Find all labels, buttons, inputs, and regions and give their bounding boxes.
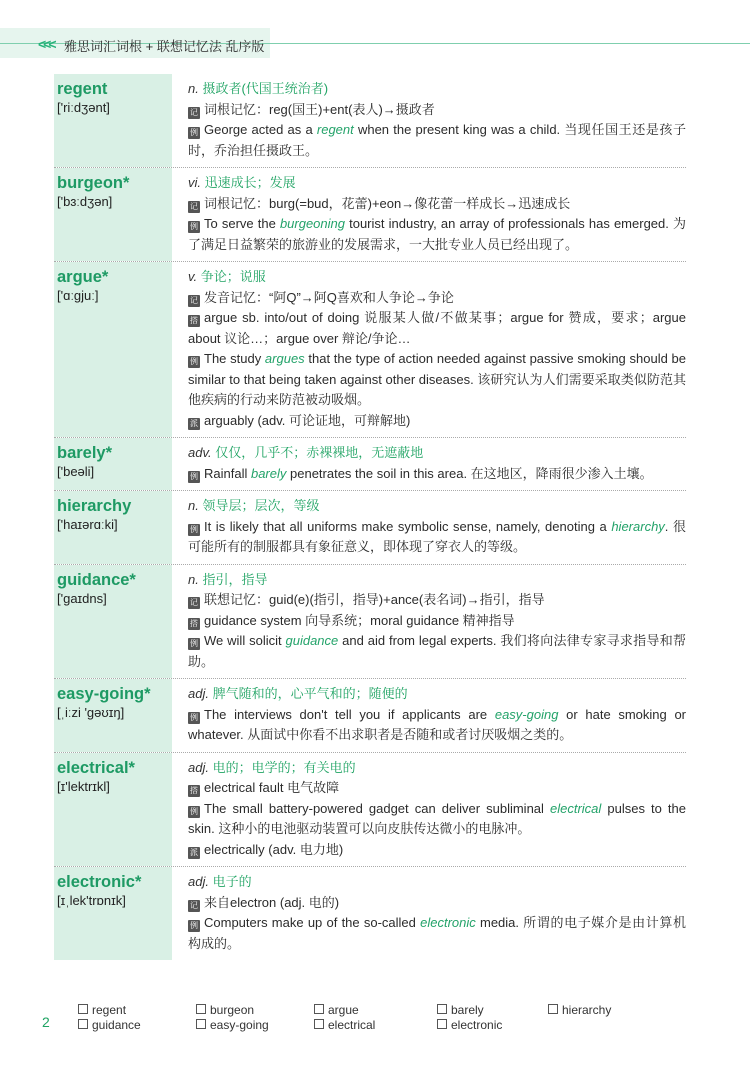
example-tag-icon: 例 <box>190 639 198 648</box>
definition: 领导层；层次，等级 <box>202 498 320 513</box>
memory-tag-icon: 记 <box>190 107 198 117</box>
memory-text: 来自electron (adj. 电的) <box>204 894 340 910</box>
definition: 争论；说服 <box>200 269 266 284</box>
definition: 指引，指导 <box>202 571 268 587</box>
headword: hierarchy <box>57 497 132 515</box>
example-highlight: guidance <box>285 633 339 648</box>
phonetic: [ˌiːzi 'gəʊɪŋ] <box>57 705 125 720</box>
entry-regent <box>54 74 686 168</box>
part-of-speech: v. <box>188 269 198 284</box>
headword-panel <box>54 867 174 960</box>
review-checkbox[interactable] <box>437 1003 484 1017</box>
memory-tag-icon: 记 <box>190 201 198 211</box>
example-tag-icon: 例 <box>190 806 198 816</box>
example-pre: The small battery-powered gadget can deliver subliminal <box>204 800 550 816</box>
headword-panel <box>54 438 174 490</box>
definition-line <box>188 684 686 705</box>
review-word: regent <box>92 1003 127 1017</box>
definition-line <box>188 173 686 194</box>
definition-line <box>188 570 686 591</box>
collocation-text: guidance system 向导系统；moral guidance 精神指导 <box>204 612 515 628</box>
headword: easy-going* <box>57 685 151 703</box>
definition-panel <box>174 491 686 564</box>
entry-electrical <box>54 753 686 868</box>
review-word: electrical <box>328 1018 376 1032</box>
derivative-tag-icon: 派 <box>190 847 198 857</box>
headword-panel <box>54 679 174 752</box>
definition: 迅速成长；发展 <box>204 175 296 190</box>
example-highlight: electronic <box>420 915 476 930</box>
example-post: media. 所谓的电子媒介是由计算机构成的。 <box>188 915 686 951</box>
example-highlight: regent <box>316 122 354 137</box>
review-checklist <box>78 1003 678 1035</box>
collocation-line <box>188 308 686 349</box>
derivative-text: arguably (adv. 可论证地，可辩解地) <box>204 412 411 428</box>
headword: argue* <box>57 268 109 286</box>
collocation-text: argue sb. into/out of doing 说服某人做/不做某事；argue for 赞成，要求；argue about 议论…；argue over 辩论/争论… <box>188 310 686 346</box>
review-checkbox[interactable] <box>548 1003 611 1017</box>
phonetic: ['riːdʒənt] <box>57 100 110 115</box>
memory-tag-icon: 记 <box>190 295 198 305</box>
part-of-speech: n. <box>188 498 199 513</box>
headword-panel <box>54 753 174 867</box>
memory-line <box>188 194 686 215</box>
memory-text: 词根记忆：burg(=bud，花蕾)+eon→像花蕾一样成长→迅速成长 <box>204 195 571 211</box>
part-of-speech: vi. <box>188 175 201 190</box>
example-tag-icon: 例 <box>190 471 198 481</box>
review-word: argue <box>328 1003 359 1017</box>
example-post: and aid from legal experts. 我们将向法律专家寻求指导和帮助。 <box>188 633 686 669</box>
checkbox-icon[interactable] <box>314 1019 324 1029</box>
definition-panel <box>174 679 686 752</box>
definition-line <box>188 443 686 464</box>
definition-line <box>188 496 686 517</box>
checkbox-icon[interactable] <box>437 1004 447 1014</box>
headword: regent <box>57 80 108 98</box>
example-pre: Rainfall <box>204 465 251 481</box>
example-line <box>188 464 686 485</box>
headword: barely* <box>57 444 113 462</box>
example-highlight: hierarchy <box>611 518 665 534</box>
headword: electronic* <box>57 873 142 891</box>
memory-line <box>188 590 686 611</box>
definition-line <box>188 758 686 779</box>
example-post: or hate smoking or whatever. 从面试中你看不出求职者是否随和或者讨厌吸烟之类的。 <box>188 706 687 742</box>
checkbox-icon[interactable] <box>196 1019 206 1029</box>
checkbox-icon[interactable] <box>78 1004 88 1014</box>
example-line <box>188 214 686 255</box>
memory-text: 联想记忆：guid(e)(指引，指导)+ance(表名词)→指引，指导 <box>204 592 545 607</box>
entry-barely <box>54 438 686 491</box>
collocation-line <box>188 611 686 632</box>
example-post: penetrates the soil in this area. 在这地区，降雨很少渗入土壤。 <box>286 465 653 481</box>
definition-line <box>188 267 686 288</box>
definition-panel <box>174 168 686 261</box>
definition-line <box>188 79 686 100</box>
example-tag-icon: 例 <box>190 128 198 137</box>
example-post: tourist industry, an array of professionals has emerged. 为了满足日益繁荣的旅游业的发展需求，一大批专业人员已经出现了。 <box>188 216 686 252</box>
phonetic: ['beəli] <box>57 464 95 479</box>
phonetic: [ɪ'lektrɪkl] <box>57 778 110 794</box>
review-checkbox[interactable] <box>196 1003 254 1017</box>
derivative-line <box>188 840 686 861</box>
page-number: 2 <box>42 1014 50 1030</box>
review-checkbox[interactable] <box>314 1003 359 1017</box>
collocation-tag-icon: 搭 <box>190 316 198 325</box>
phonetic: ['bɜːdʒən] <box>57 194 113 209</box>
example-line <box>188 705 686 746</box>
memory-tag-icon: 记 <box>190 900 198 910</box>
review-word: burgeon <box>210 1003 255 1017</box>
checkbox-icon[interactable] <box>437 1019 447 1029</box>
example-line <box>188 349 686 411</box>
part-of-speech: adv. <box>188 445 212 460</box>
example-pre: George acted as a <box>204 122 317 137</box>
checkbox-icon[interactable] <box>548 1004 558 1014</box>
memory-text: 发音记忆：“阿Q”→阿Q喜欢和人争论→争论 <box>204 289 454 305</box>
collocation-text: electrical fault 电气故障 <box>204 780 340 795</box>
definition-panel <box>174 438 686 490</box>
example-tag-icon: 例 <box>190 222 198 231</box>
headword: electrical* <box>57 758 135 777</box>
definition-line <box>188 872 686 893</box>
part-of-speech: adj. <box>188 874 209 889</box>
book-title: 雅思词汇词根 + 联想记忆法 乱序版 <box>64 39 265 54</box>
example-line <box>188 517 686 558</box>
entry-easy-going <box>54 679 686 753</box>
phonetic: ['gaɪdns] <box>57 590 107 606</box>
example-post: that the type of action needed against passive smoking should be similar to that being taken against other diseases. 该研究认为人们需要采取类似防范其他疾病的行动来防范被动吸烟。 <box>188 351 686 407</box>
review-checkbox[interactable] <box>78 1003 126 1017</box>
definition-panel <box>174 565 686 679</box>
example-highlight: easy-going <box>494 706 559 722</box>
example-pre: The interviews don't tell you if applicants are <box>204 706 495 722</box>
collocation-line <box>188 778 686 799</box>
review-word: barely <box>451 1003 484 1017</box>
review-word: electronic <box>451 1018 503 1032</box>
derivative-tag-icon: 派 <box>190 418 198 428</box>
definition-panel <box>174 867 686 960</box>
definition: 脾气随和的，心平气和的；随便的 <box>212 686 408 701</box>
example-pre: We will solicit <box>204 633 286 648</box>
example-pre: It is likely that all uniforms make symbolic sense, namely, denoting a <box>204 518 612 534</box>
review-word: hierarchy <box>562 1003 612 1017</box>
definition: 仅仅，几乎不；赤裸裸地，无遮蔽地 <box>215 445 424 460</box>
phonetic: ['ɑːgjuː] <box>57 288 99 303</box>
memory-line <box>188 100 686 121</box>
part-of-speech: n. <box>188 81 199 96</box>
entry-argue <box>54 262 686 438</box>
example-pre: Computers make up of the so-called <box>204 915 421 930</box>
example-highlight: burgeoning <box>279 216 345 231</box>
example-line <box>188 120 686 161</box>
example-tag-icon: 例 <box>190 357 198 366</box>
part-of-speech: n. <box>188 571 199 587</box>
example-post: pulses to the skin. 这种小的电池驱动装置可以向皮肤传达微小的电脉冲。 <box>188 800 687 836</box>
example-tag-icon: 例 <box>190 712 198 722</box>
memory-tag-icon: 记 <box>190 598 198 607</box>
headword-panel <box>54 262 174 437</box>
memory-line <box>188 288 686 309</box>
definition-panel <box>174 262 686 437</box>
memory-line <box>188 893 686 914</box>
example-pre: To serve the <box>204 216 280 231</box>
example-highlight: argues <box>264 351 305 366</box>
example-line <box>188 913 686 954</box>
example-tag-icon: 例 <box>190 921 198 930</box>
collocation-tag-icon: 搭 <box>190 786 198 795</box>
chevrons-icon: <<< <box>38 36 54 52</box>
headword-panel <box>54 491 174 564</box>
example-line <box>188 799 686 840</box>
example-highlight: barely <box>250 465 287 481</box>
checkbox-icon[interactable] <box>78 1019 88 1029</box>
example-post: . 很可能所有的制服都具有象征意义，即体现了穿衣人的等级。 <box>188 518 686 554</box>
derivative-line <box>188 411 686 432</box>
entry-electronic <box>54 867 686 960</box>
headword-panel <box>54 168 174 261</box>
part-of-speech: adj. <box>188 759 209 775</box>
entry-burgeon <box>54 168 686 262</box>
review-checkbox[interactable] <box>314 1018 375 1032</box>
entry-guidance <box>54 565 686 680</box>
phonetic: [ɪˌlek'trɒnɪk] <box>57 893 126 908</box>
definition: 电子的 <box>212 874 252 889</box>
checkbox-icon[interactable] <box>314 1004 324 1014</box>
phonetic: ['haɪərɑːki] <box>57 517 118 532</box>
headword: burgeon* <box>57 174 130 192</box>
example-pre: The study <box>204 351 265 366</box>
example-line <box>188 631 686 672</box>
entry-hierarchy <box>54 491 686 565</box>
part-of-speech: adj. <box>188 686 209 701</box>
review-checkbox[interactable] <box>196 1018 269 1032</box>
definition: 摄政者(代国王统治者) <box>202 81 329 96</box>
derivative-text: electrically (adv. 电力地) <box>204 841 344 857</box>
definition-panel <box>174 753 686 867</box>
running-header <box>0 28 750 58</box>
definition: 电的；电学的；有关电的 <box>212 759 356 775</box>
definition-panel <box>174 74 686 167</box>
collocation-tag-icon: 搭 <box>190 618 198 628</box>
memory-text: 词根记忆：reg(国王)+ent(表人)→摄政者 <box>204 101 435 117</box>
review-checkbox[interactable] <box>437 1018 502 1032</box>
review-word: guidance <box>92 1018 141 1032</box>
vocab-entries <box>54 74 686 960</box>
checkbox-icon[interactable] <box>196 1004 206 1014</box>
headword-panel <box>54 565 174 679</box>
headword: guidance* <box>57 570 136 589</box>
headword-panel <box>54 74 174 167</box>
review-checkbox[interactable] <box>78 1018 141 1032</box>
example-highlight: electrical <box>550 800 602 816</box>
example-post: when the present king was a child. 当现任国王还是孩子时，乔治担任摄政王。 <box>188 122 686 158</box>
review-word: easy-going <box>210 1018 269 1032</box>
example-tag-icon: 例 <box>190 524 198 534</box>
